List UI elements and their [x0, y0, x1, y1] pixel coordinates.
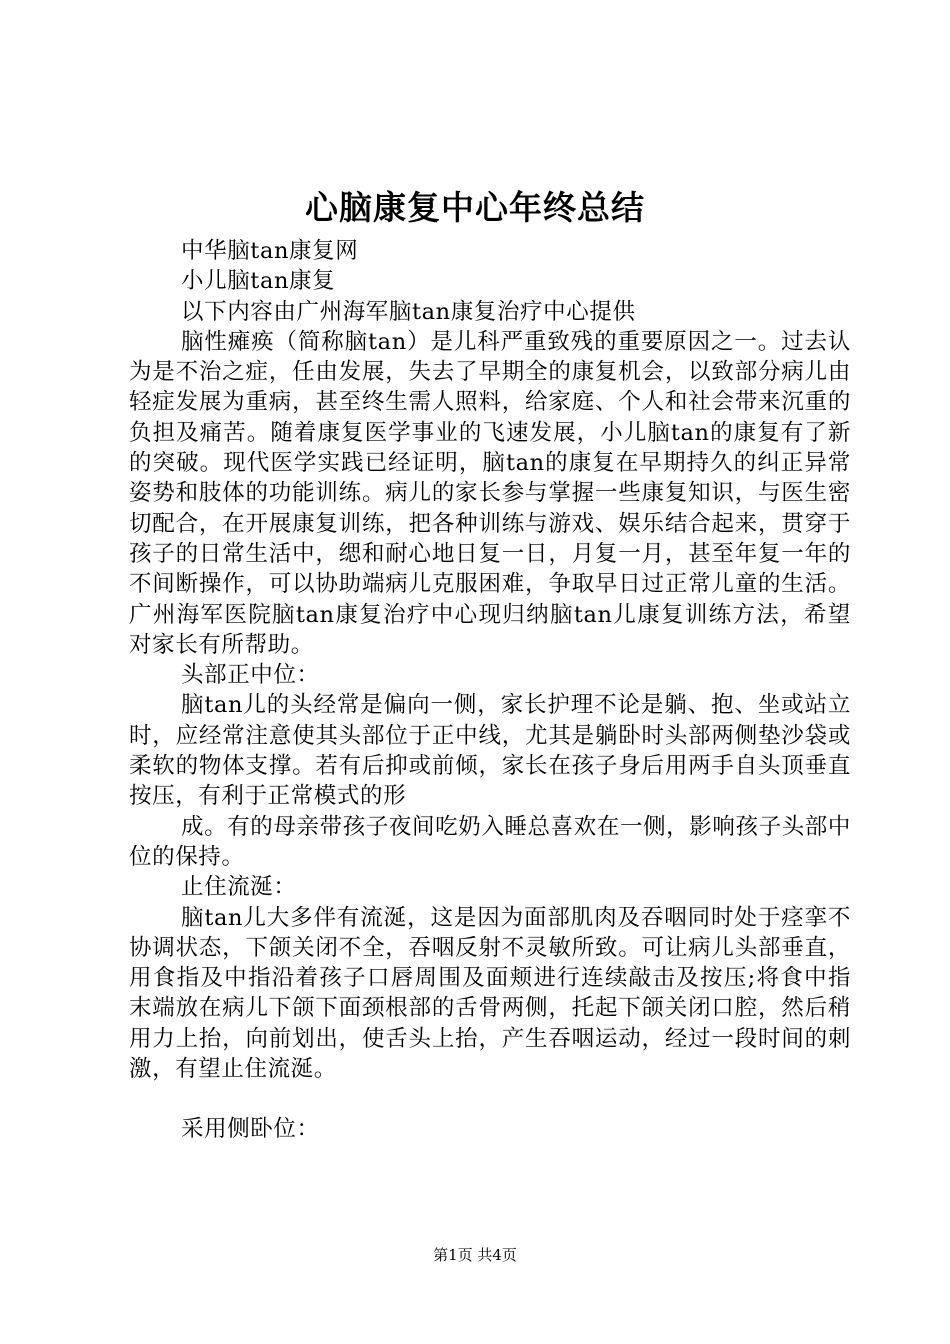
- heading-side-lying: 采用侧卧位：: [181, 1116, 320, 1143]
- paragraph-drooling: 脑tan儿大多伴有流涎，这是因为面部肌肉及吞咽同时处于痉挛不协调状态，下颌关闭不全，吞咽反射不灵敏所致。可让病儿头部垂直，用食指及中指沿着孩子口唇周围及面颊进行连续敲击及按压;将食中指末端放在病儿下颌下面颈根部的舌骨两侧，托起下颌关闭口腔，然后稍用力上抬，向前划出，使舌头上抬，产生吞咽运动，经过一段时间的刺激，有望止住流涎。: [129, 904, 851, 1083]
- document-body: [129, 236, 851, 1145]
- paragraph-source: 以下内容由广州海军脑tan康复治疗中心提供: [181, 298, 636, 325]
- paragraph-section-name: 小儿脑tan康复: [181, 268, 336, 295]
- document-title: 心脑康复中心年终总结: [305, 188, 645, 227]
- heading-head-position: 头部正中位：: [181, 662, 320, 689]
- paragraph-intro: 脑性瘫痪（简称脑tan）是儿科严重致残的重要原因之一。过去认为是不治之症，任由发展，失去了早期全的康复机会，以致部分病儿由轻症发展为重病，甚至终生需人照料，给家庭、个人和社会带来沉重的负担及痛苦。随着康复医学事业的飞速发展，小儿脑tan的康复有了新的突破。现代医学实践已经证明，脑tan的康复在早期持久的纠正异常姿势和肢体的功能训练。病儿的家长参与掌握一些康复知识，与医生密切配合，在开展康复训练，把各种训练与游戏、娱乐结合起来，贯穿于孩子的日常生活中，缌和耐心地日复一日，月复一月，甚至年复一年的不间断操作，可以协助端病儿克服困难，争取早日过正常儿童的生活。广州海军医院脑tan康复治疗中心现归纳脑tan儿康复训练方法，希望对家长有所帮助。: [129, 328, 851, 658]
- paragraph-head-position-cont: 成。有的母亲带孩子夜间吃奶入睡总喜欢在一侧，影响孩子头部中位的保持。: [129, 813, 851, 870]
- page-footer: 第1页 共4页: [433, 1246, 517, 1264]
- paragraph-spacer: [129, 1084, 851, 1114]
- heading-drooling: 止住流涎：: [181, 874, 297, 901]
- paragraph-site-name: 中华脑tan康复网: [181, 238, 359, 264]
- paragraph-head-position: 脑tan儿的头经常是偏向一侧，家长护理不论是躺、抱、坐或站立时，应经常注意使其头部位于正中线，尤其是躺卧时头部两侧垫沙袋或柔软的物体支撑。若有后抑或前倾，家长在孩子身后用两手自头顶垂直按压，有利于正常模式的形: [129, 692, 851, 810]
